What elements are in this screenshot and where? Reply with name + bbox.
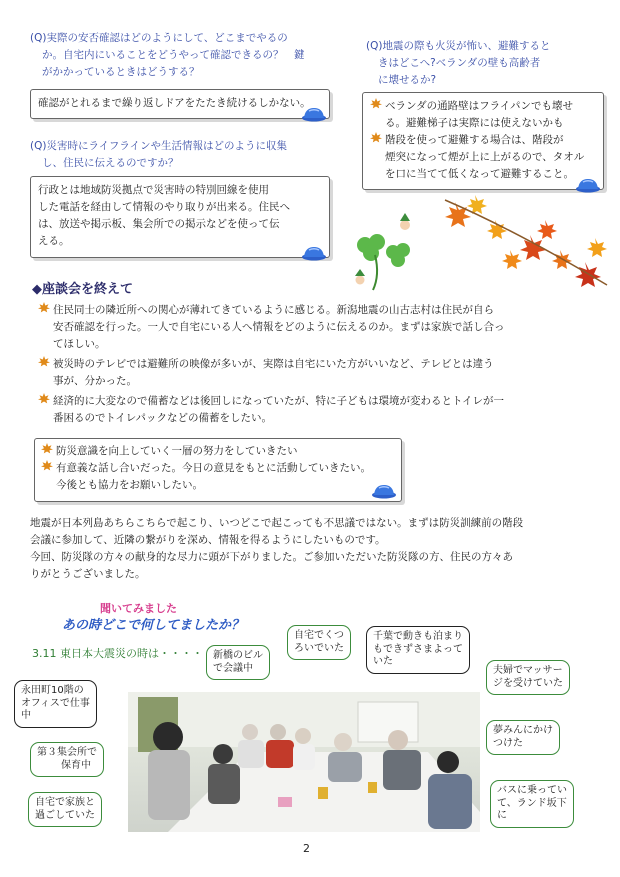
bubble-chiba: 千葉で動きも泊まり もできずさまよって いた: [366, 626, 470, 674]
question-1: [30, 30, 340, 81]
bubble-dream: 夢みんにかけ つけた: [486, 720, 560, 755]
reflection-text: 被災時のテレビでは避難所の映像が多いが、実際は自宅にいた方がいいなど、テレビとは違う: [53, 358, 494, 370]
reflection-list: [38, 302, 608, 427]
answer-3-box: [362, 92, 604, 190]
reflection-box-text: 今後とも協力をお願いしたい。: [56, 479, 203, 491]
answer-2-line: は、放送や掲示板、集会所での掲示などを使って伝: [38, 218, 280, 230]
question-2-line: (Q)災害時にライフラインや生活情報はどのように収集: [30, 140, 288, 152]
reflection-box: [34, 438, 402, 502]
question-2-line: し、住民に伝えるのですか？: [42, 157, 179, 169]
closing-line: 会議に参加して、近隣の繋がりを深め、情報を得るようにしたいものです。: [30, 534, 386, 546]
bubble-shimbashi: 新橋のビル で会議中: [206, 645, 270, 680]
section-title: ◆座談会を終えて: [32, 282, 133, 297]
bubble-bus: バスに乗ってい て、ランド坂下 に: [490, 780, 574, 828]
maple-leaf-icon: [38, 393, 50, 405]
question-3-line: (Q)地震の際も火災が怖い、避難すると: [366, 40, 551, 52]
question-1-line: がかかっているときはどうする？: [42, 66, 200, 78]
reflection-item: [38, 302, 608, 353]
answer-2-box: [30, 176, 330, 258]
meeting-photo: [128, 692, 480, 832]
answer-2-line: える。: [38, 235, 70, 247]
reflection-box-text: 防災意識を向上していく一層の努力をしていきたい: [56, 445, 298, 457]
question-1-line: か。自宅内にいることをどうやって確認できるの？ 鍵: [42, 49, 305, 61]
interview-heading-2: あの時どこで何してましたか？: [62, 618, 245, 633]
closing-line: りがとうございました。: [30, 568, 146, 580]
question-3-line: に壊せるか?: [378, 74, 437, 86]
closing-line: 地震が日本列島あちらこちらで起こり、いつどこで起こっても不思議ではない。まずは防災訓練前の階段: [30, 517, 524, 529]
closing-line: 今回、防災隊の方々の献身的な尽力に頭が下がりました。ご参加いただいた防災隊の方、住民の方々あ: [30, 551, 513, 563]
helmet-icon: [301, 107, 327, 122]
reflection-text: 事が、分かった。: [53, 375, 137, 387]
maple-leaf-icon: [370, 132, 382, 144]
answer-2-line: 行政とは地域防災拠点で災害時の特別回線を使用: [38, 184, 269, 196]
answer-3-line: る。避難梯子は実際には使えないかも: [385, 117, 564, 129]
question-3: [366, 38, 606, 89]
question-1-line: (Q)実際の安否確認はどのようにして、どこまでやるの: [30, 32, 288, 44]
bubble-home-relax: 自宅でくつ ろいでいた: [287, 625, 351, 660]
question-2: [30, 138, 340, 172]
maple-leaf-icon: [38, 356, 50, 368]
photo-scene: [128, 692, 480, 832]
reflection-text: 住民同士の隣近所への関心が薄れてきているように感じる。新潟地震の山古志村は住民が自ら: [53, 304, 494, 316]
reflection-text: 安否確認を行った。一人で自宅にいる人へ情報をどのように伝えるのか。まずは家族で話し合っ: [53, 321, 505, 333]
bubble-childcare: 第３集会所で 保育中: [30, 742, 104, 777]
bubble-family: 自宅で家族と 過ごしていた: [28, 792, 102, 827]
answer-1-line: 確認がとれるまで繰り返しドアをたたき続けるしかない。: [38, 97, 311, 109]
answer-3-text: 階段を使って避難する場合は、階段が: [385, 134, 564, 146]
reflection-box-text: 有意義な話し合いだった。今日の意見をもとに活動していきたい。: [56, 462, 371, 474]
answer-3-line: [370, 98, 596, 115]
helmet-icon: [371, 484, 397, 499]
answer-3-line: を口に当てて低くなって避難すること。: [385, 168, 574, 180]
closing-paragraph: [30, 515, 615, 583]
reflection-text: てほしい。: [53, 338, 106, 350]
answer-2-line: した電話を経由して情報のやり取りが出来る。住民へ: [38, 201, 290, 213]
reflection-item: [38, 356, 608, 390]
page-number: 2: [303, 842, 310, 855]
maple-leaf-icon: [41, 443, 53, 455]
question-3-line: きはどこへ?ベランダの壁も高齢者: [378, 57, 541, 69]
maple-leaf-icon: [38, 302, 50, 314]
maple-leaf-icon: [370, 98, 382, 110]
autumn-leaves-illustration: [345, 190, 615, 300]
bubble-nagatacho: 永田町10階の オフィスで仕事 中: [14, 680, 97, 728]
answer-1-box: [30, 89, 330, 119]
reflection-item: [38, 393, 608, 427]
bubble-couple: 夫婦でマッサー ジを受けていた: [486, 660, 570, 695]
helmet-icon: [301, 246, 327, 261]
answer-3-line: 煙突になって煙が上に上がるので、タオル: [385, 151, 585, 163]
interview-subtitle: 3.11 東日本大震災の時は・・・・: [32, 647, 203, 660]
answer-3-line: [370, 132, 596, 149]
answer-3-text: ベランダの通路壁はフライパンでも壊せ: [385, 100, 574, 112]
reflection-text: 番困るのでトイレパックなどの備蓄をしたい。: [53, 412, 273, 424]
reflection-text: 経済的に大変なので備蓄などは後回しになっていたが、特に子どもは環境が変わるとトイレが一: [53, 395, 504, 407]
interview-heading-1: 聞いてみました: [100, 602, 177, 615]
maple-leaf-icon: [41, 460, 53, 472]
